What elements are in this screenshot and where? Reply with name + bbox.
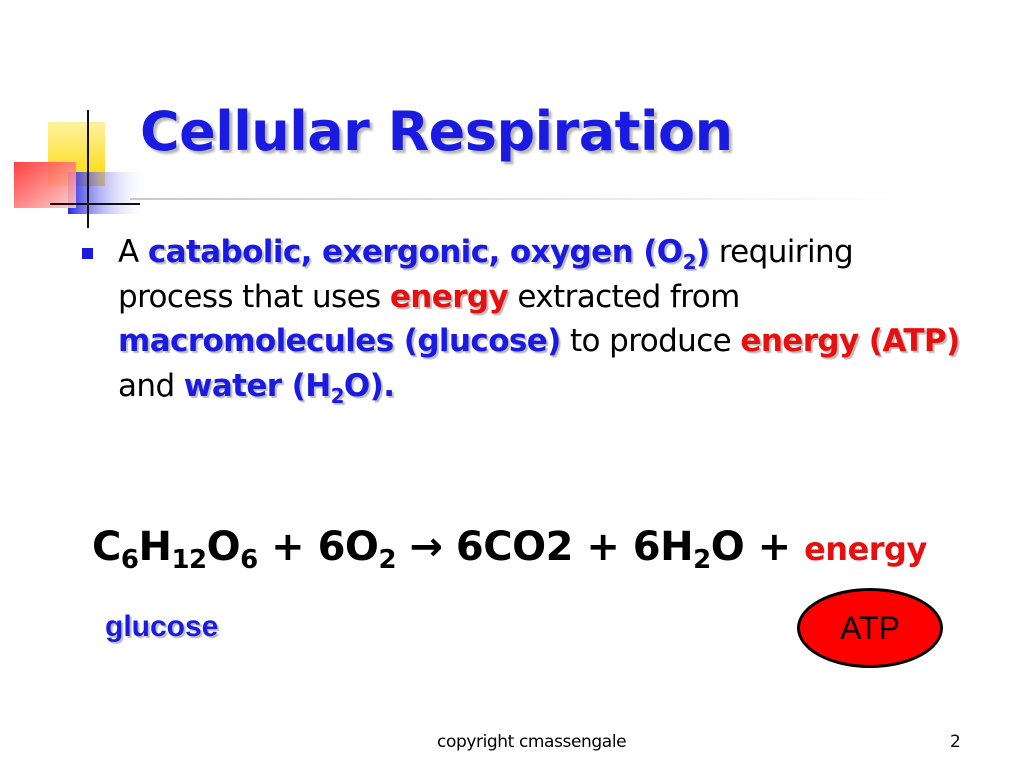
bullet-text-9: and xyxy=(118,367,184,404)
eq-o-plus: O + xyxy=(710,524,805,570)
eq-o2-sub: 2 xyxy=(378,545,397,575)
bullet-text-5: extracted from xyxy=(508,278,740,315)
bullet-text-7: to produce xyxy=(560,323,741,359)
arrow-icon: → xyxy=(396,524,456,570)
term-water-text: water (H xyxy=(183,367,331,404)
atp-label: ATP xyxy=(840,609,900,646)
slide-title: Cellular Respiration xyxy=(140,100,733,163)
eq-h: H xyxy=(138,524,172,570)
bullet-text-1: A xyxy=(118,234,148,270)
eq-products: 6CO2 + 6H xyxy=(455,524,694,570)
term-catabolic-text: catabolic, exergonic, oxygen (O xyxy=(147,234,683,270)
term-macromolecules: macromolecules (glucose) xyxy=(118,323,561,359)
red-square xyxy=(14,162,76,208)
eq-energy: energy xyxy=(804,530,927,568)
atp-oval xyxy=(797,588,943,668)
eq-o: O xyxy=(206,524,241,570)
glucose-label: glucose xyxy=(105,610,219,643)
respiration-equation xyxy=(92,524,927,575)
bullet-square-icon xyxy=(82,248,93,259)
title-divider xyxy=(130,198,910,200)
term-water xyxy=(183,367,395,408)
bullet-text xyxy=(118,230,968,408)
eq-h2o-sub: 2 xyxy=(693,545,711,575)
bullet-text-3: requiring process that uses xyxy=(118,234,854,315)
footer-copyright: copyright cmassengale xyxy=(437,732,627,752)
h2o-subscript: 2 xyxy=(330,383,344,408)
title-decoration xyxy=(0,100,150,240)
eq-h-sub: 12 xyxy=(171,545,207,575)
o2-subscript: 2 xyxy=(682,250,696,274)
page-number: 2 xyxy=(950,732,961,752)
eq-o-sub: 6 xyxy=(240,545,258,575)
term-water-end: O). xyxy=(343,367,395,404)
term-catabolic xyxy=(147,234,710,274)
blue-square xyxy=(68,172,148,214)
term-energy-atp: energy (ATP) xyxy=(740,323,960,359)
eq-c: C xyxy=(92,524,121,570)
term-catabolic-close: ) xyxy=(695,234,710,270)
eq-plus-oxygen: + 6O xyxy=(257,524,379,570)
term-energy: energy xyxy=(389,278,509,315)
eq-c-sub: 6 xyxy=(120,545,139,575)
